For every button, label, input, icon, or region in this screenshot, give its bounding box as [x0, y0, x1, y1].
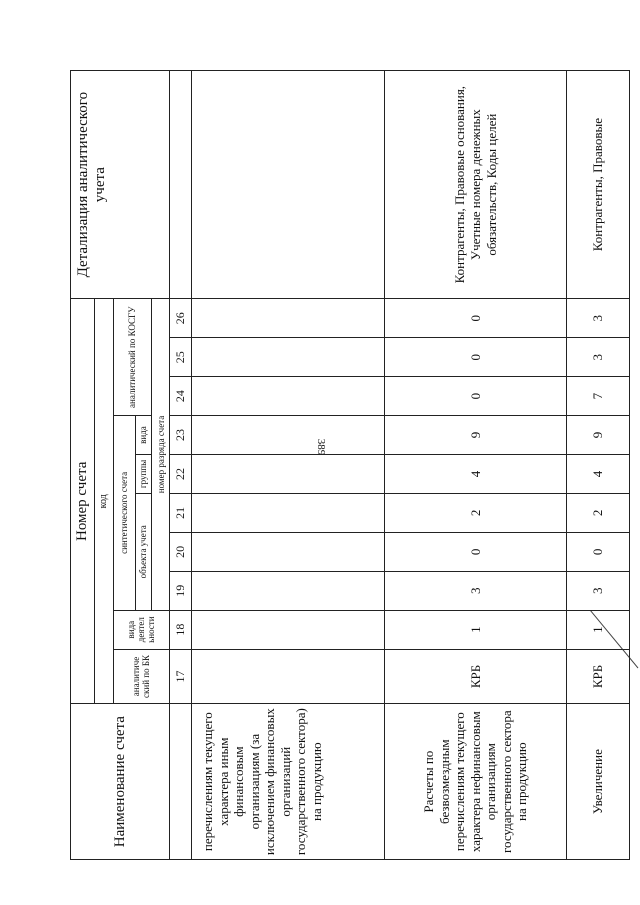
account-name-cell: перечислениям текущего характера иным финансовым организациям (за исключением финансовых организаций государственного сектора) на продукцию [192, 704, 384, 860]
column-number: 19 [170, 571, 192, 610]
rank-number-header: номер разряда счета [151, 299, 169, 610]
value-cell [192, 493, 384, 532]
column-number-empty [170, 71, 192, 299]
value-cell: 0 [384, 377, 566, 416]
activity-type-header: вида деятел ьности [113, 610, 170, 649]
account-name-cell: Увеличение [567, 704, 630, 860]
column-number: 22 [170, 455, 192, 494]
value-cell: 2 [384, 493, 566, 532]
detail-header: Детализация аналитического учета [71, 71, 170, 299]
rotated-document [70, 60, 640, 860]
value-cell: 0 [384, 532, 566, 571]
account-name-header: Наименование счета [71, 704, 170, 860]
synthetic-header: синтетического счета [113, 416, 135, 611]
value-cell: 0 [384, 338, 566, 377]
value-cell: 7 [567, 377, 630, 416]
value-cell: 1 [567, 610, 630, 649]
column-number: 23 [170, 416, 192, 455]
value-cell: 0 [567, 532, 630, 571]
column-number: 18 [170, 610, 192, 649]
value-cell: 3 [567, 299, 630, 338]
value-cell: 9 [567, 416, 630, 455]
value-cell: 1 [384, 610, 566, 649]
column-number: 25 [170, 338, 192, 377]
value-cell: 3 [567, 571, 630, 610]
value-cell: 0 [384, 299, 566, 338]
group-header: группы [135, 455, 151, 494]
accounting-object-header: объекта учета [135, 493, 151, 610]
column-number: 17 [170, 649, 192, 704]
value-cell [192, 299, 384, 338]
code-header: код [95, 299, 113, 704]
detail-cell: Контрагенты, Правовые основания, Учетные номера денежных обязательств, Коды целей [384, 71, 566, 299]
account-number-header: Номер счета [71, 299, 95, 704]
value-cell: 2 [567, 493, 630, 532]
table-row [384, 71, 566, 860]
account-name-cell: Расчеты по безвозмездным перечислениям текущего характера нефинансовым организациям государственного сектора на продукцию [384, 704, 566, 860]
value-cell: КРБ [567, 649, 630, 704]
detail-cell [192, 71, 384, 299]
value-cell: 4 [384, 455, 566, 494]
value-cell: 9 [384, 416, 566, 455]
column-number: 26 [170, 299, 192, 338]
column-number: 21 [170, 493, 192, 532]
value-cell: 3 [567, 338, 630, 377]
value-cell [192, 649, 384, 704]
analytic-kosgu-header: аналитический по КОСГУ [113, 299, 151, 416]
page-number: 389 [315, 438, 327, 456]
account-table [70, 70, 630, 860]
detail-cell: Контрагенты, Правовые [567, 71, 630, 299]
column-number: 20 [170, 532, 192, 571]
value-cell [192, 610, 384, 649]
value-cell: КРБ [384, 649, 566, 704]
column-number-empty [170, 704, 192, 860]
value-cell [192, 532, 384, 571]
value-cell [192, 377, 384, 416]
kind-header: вида [135, 416, 151, 455]
value-cell [192, 338, 384, 377]
value-cell: 4 [567, 455, 630, 494]
table-row [192, 71, 384, 860]
value-cell: 3 [384, 571, 566, 610]
table-row [567, 71, 630, 860]
value-cell [192, 416, 384, 455]
value-cell [192, 455, 384, 494]
value-cell [192, 571, 384, 610]
column-number: 24 [170, 377, 192, 416]
analytic-bk-header: аналитиче ский по БК [113, 649, 170, 704]
